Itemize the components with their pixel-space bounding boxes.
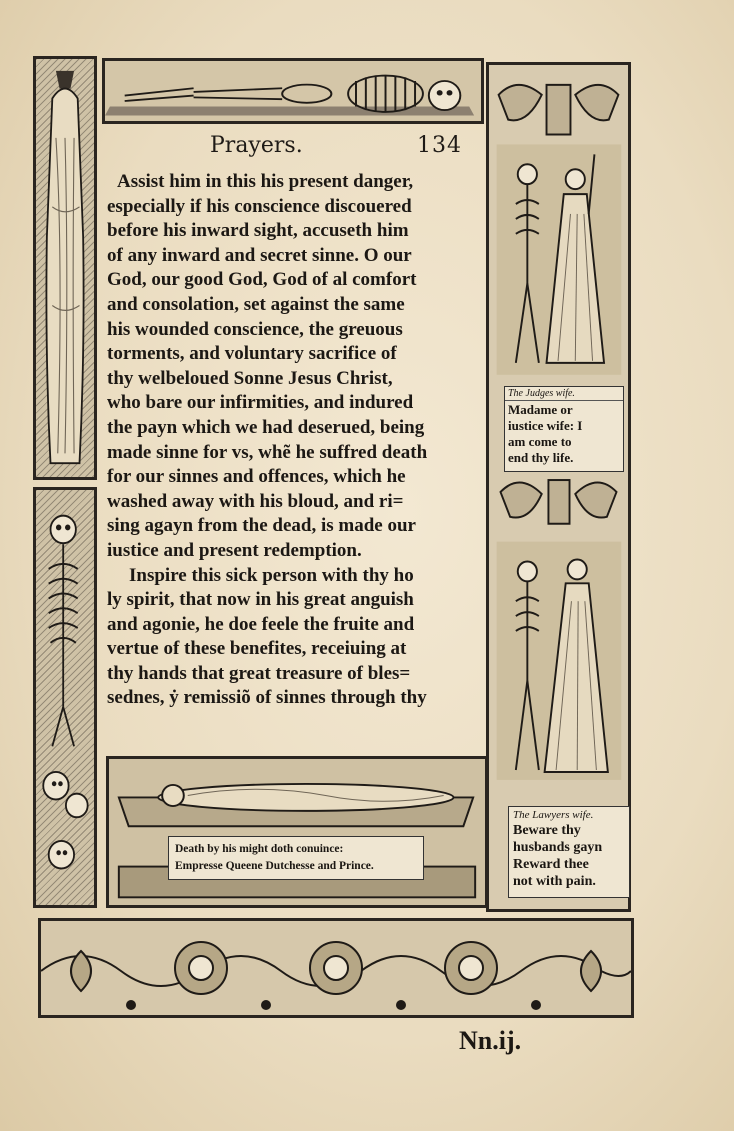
left-woodcut-shrouded-figure — [33, 56, 97, 480]
page-number: 134 — [417, 133, 462, 158]
judges-wife-line: Madame or — [508, 402, 573, 417]
running-head — [206, 133, 476, 165]
text-line: washed away with his bloud, and ri= — [107, 490, 404, 512]
lawyers-wife-line: Reward thee — [513, 857, 589, 872]
text-line: God, our good God, God of al comfort — [107, 269, 417, 291]
text-line: iustice and present redemption. — [107, 539, 362, 561]
text-line: ly spirit, that now in his great anguish — [107, 589, 414, 611]
right-woodcut-column — [486, 62, 631, 912]
text-line: his wounded conscience, the greuous — [107, 318, 403, 340]
text-line: the payn which we had deserued, being — [107, 416, 425, 438]
bottom-woodcut-corpse — [106, 756, 488, 908]
text-line: Inspire this sick person with thy ho — [129, 564, 414, 586]
judges-wife-line: end thy life. — [508, 450, 574, 465]
text-line: and agonie, he doe feele the fruite and — [107, 613, 415, 635]
text-line: especially if his conscience discouered — [107, 195, 412, 217]
lawyers-wife-heading: The Lawyers wife. — [513, 809, 594, 821]
top-woodcut-skeleton — [102, 58, 484, 124]
text-line: sednes, ẏ remissiõ of sinnes through thy — [107, 687, 427, 709]
text-line: sing agayn from the dead, is made our — [107, 515, 416, 537]
bottom-caption-line: Death by his might doth conuince: — [175, 843, 344, 855]
text-line: thy welbeloued Sonne Jesus Christ, — [107, 367, 393, 389]
running-head-title: Prayers. — [210, 133, 303, 158]
judges-wife-line: iustice wife: I — [508, 418, 583, 433]
lawyers-wife-line: Beware thy — [513, 823, 581, 838]
text-line: and consolation, set against the same — [107, 293, 405, 315]
text-line: thy hands that great treasure of bles= — [107, 662, 411, 684]
signature-mark: Nn.ij. — [459, 1026, 522, 1055]
judges-wife-caption — [504, 386, 624, 472]
text-line: for our sinnes and offences, which he — [107, 466, 406, 488]
text-line: vertue of these benefites, receiuing at — [107, 638, 407, 660]
bottom-woodcut-caption — [168, 836, 424, 880]
text-line: before his inward sight, accuseth him — [107, 220, 409, 242]
text-line: made sinne for vs, whẽ he suffred death — [107, 441, 428, 463]
judges-wife-heading: The Judges wife. — [505, 387, 623, 401]
prayer-body-text — [107, 170, 489, 711]
text-line: Assist him in this his present danger, — [117, 171, 414, 192]
text-line: torments, and voluntary sacrifice of — [107, 343, 397, 365]
text-line: of any inward and secret sinne. O our — [107, 244, 412, 266]
text-line: who bare our infirmities, and indured — [107, 392, 414, 414]
left-woodcut-skeleton-skulls — [33, 487, 97, 908]
bottom-ornamental-band — [38, 918, 634, 1018]
lawyers-wife-caption — [508, 806, 630, 898]
lawyers-wife-line: not with pain. — [513, 874, 596, 889]
lawyers-wife-line: husbands gayn — [513, 840, 603, 855]
judges-wife-line: am come to — [508, 434, 572, 449]
bottom-caption-line: Empresse Queene Dutchesse and Prince. — [175, 860, 374, 872]
